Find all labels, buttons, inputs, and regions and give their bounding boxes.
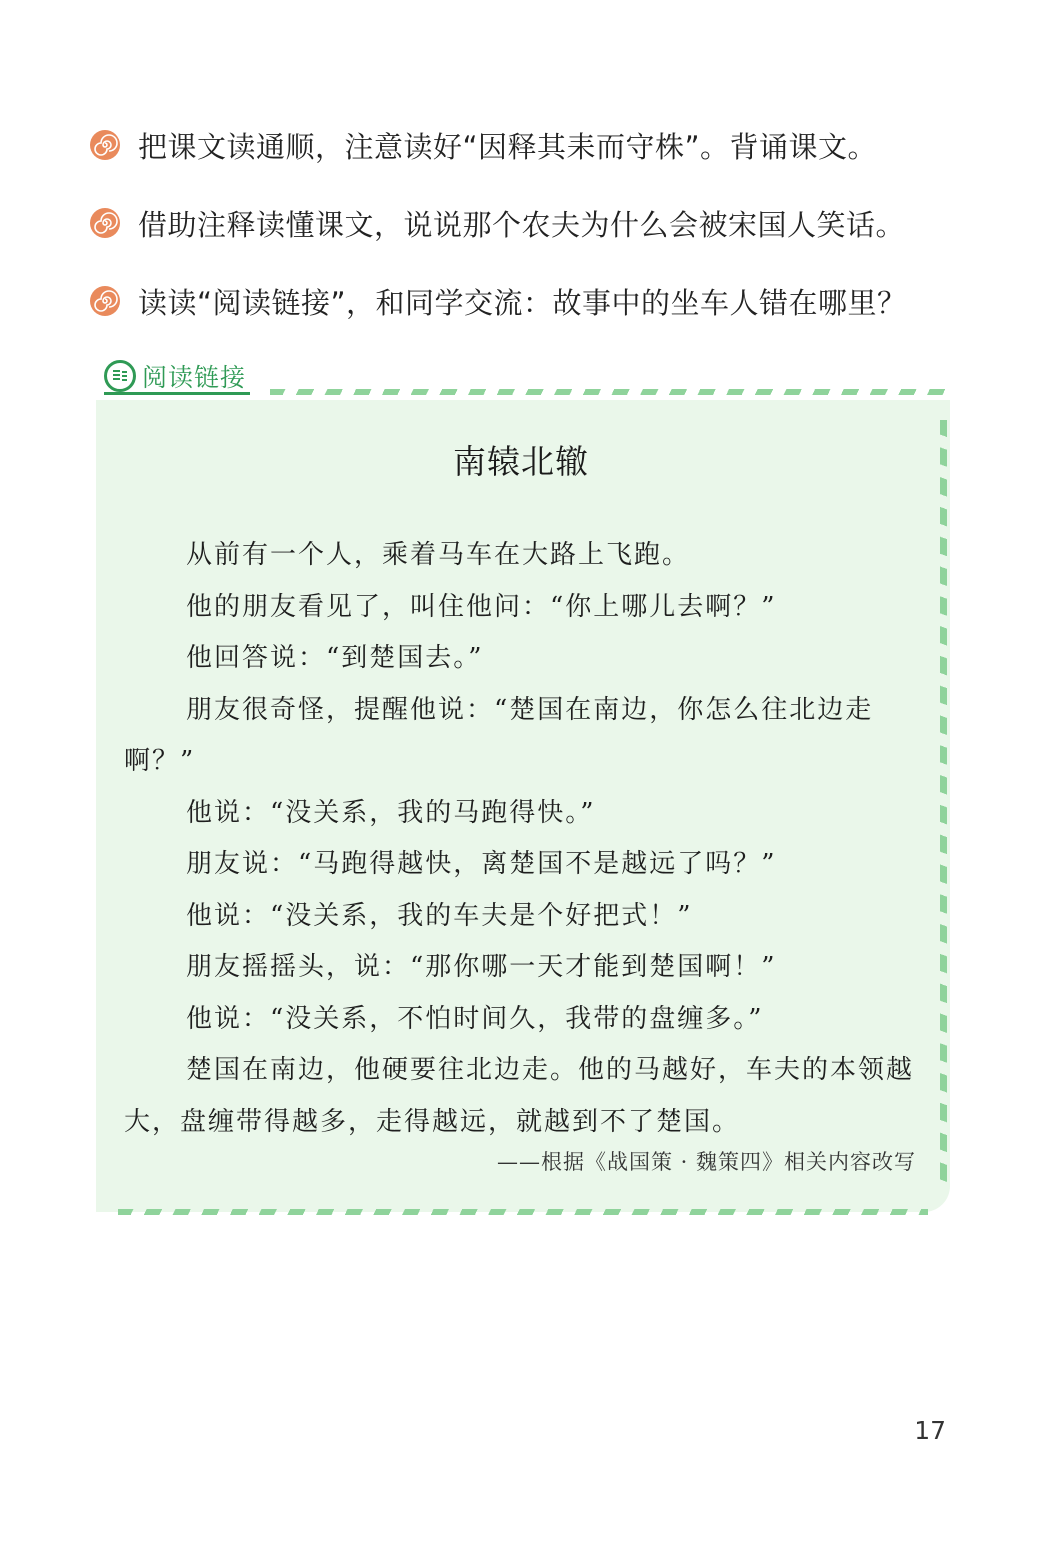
- exercise-item: [90, 262, 970, 340]
- exercise-text: 读读“阅读链接”，和同学交流：故事中的坐车人错在哪里？: [138, 285, 907, 320]
- dashed-border-bottom: [118, 1209, 928, 1215]
- story-source: ——根据《战国策 · 魏策四》相关内容改写: [496, 1150, 916, 1174]
- dashed-border-right: [940, 420, 947, 1190]
- story-paragraph: 他说：“没关系，我的马跑得快。”: [186, 797, 596, 828]
- exercise-list: [90, 106, 970, 340]
- story-paragraph: 从前有一个人，乘着马车在大路上飞跑。: [186, 540, 691, 570]
- reading-link-header: [104, 356, 246, 396]
- exercise-item: [90, 184, 970, 262]
- reading-link-underline: [104, 392, 250, 395]
- book-circle-icon: [104, 360, 136, 392]
- story-paragraph: 楚国在南边，他硬要往北边走。他的马越好，车夫的本领越大，盘缠带得越多，走得越远，就越到不了楚国。: [124, 1055, 915, 1137]
- dashed-border-top: [270, 389, 946, 395]
- story-paragraph: 他说：“没关系，我的车夫是个好把式！”: [186, 900, 693, 931]
- story-paragraph: 他说：“没关系，不怕时间久，我带的盘缠多。”: [186, 1003, 764, 1034]
- exercise-item: [90, 106, 970, 184]
- story-paragraph: 他的朋友看见了，叫住他问：“你上哪儿去啊？”: [186, 591, 777, 622]
- exercise-text: 借助注释读懂课文，说说那个农夫为什么会被宋国人笑话。: [138, 207, 906, 242]
- reading-link-label: 阅读链接: [142, 363, 247, 392]
- spiral-bullet-icon: [90, 286, 120, 316]
- story-paragraph: 朋友说：“马跑得越快，离楚国不是越远了吗？”: [186, 849, 777, 879]
- story-paragraph: 朋友摇摇头，说：“那你哪一天才能到楚国啊！”: [186, 952, 777, 982]
- page-number: 17: [914, 1416, 946, 1445]
- spiral-bullet-icon: [90, 208, 120, 238]
- story-paragraph: 朋友很奇怪，提醒他说：“楚国在南边，你怎么往北边走啊？”: [124, 694, 874, 776]
- exercise-text: 把课文读通顺，注意读好“因释其耒而守株”。背诵课文。: [138, 129, 878, 164]
- spiral-bullet-icon: [90, 130, 120, 160]
- story-paragraph: 他回答说：“到楚国去。”: [186, 643, 484, 673]
- story-title: 南辕北辙: [453, 442, 589, 481]
- story-body: [124, 530, 924, 1148]
